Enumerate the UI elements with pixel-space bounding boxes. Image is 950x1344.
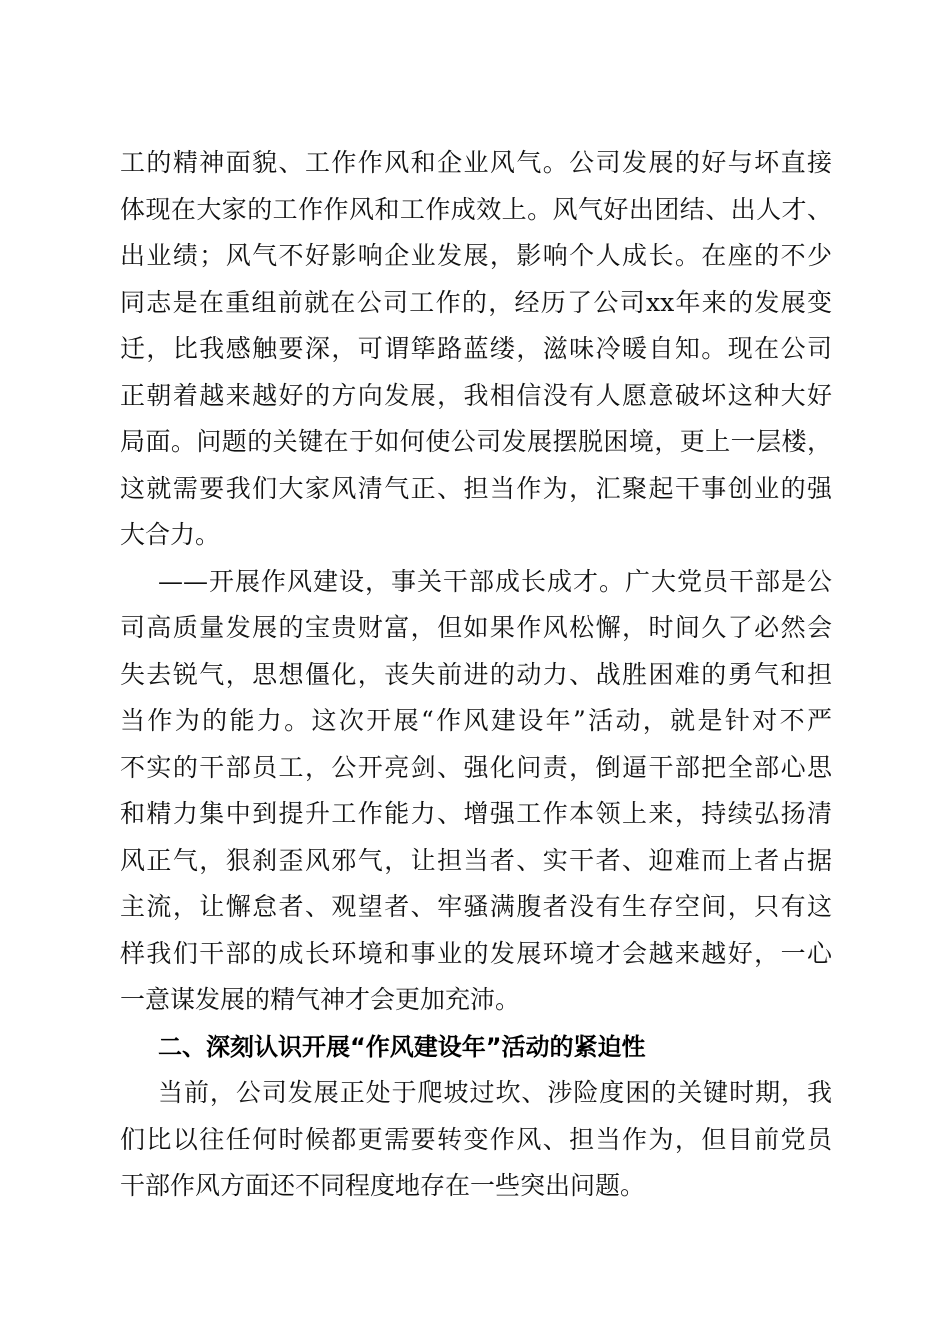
text-line: 出业绩；风气不好影响企业发展，影响个人成长。在座的不少 xyxy=(120,241,832,270)
text-line: 正朝着越来越好的方向发展，我相信没有人愿意破坏这种大好 xyxy=(120,380,832,410)
text-line: ——开展作风建设，事关干部成长成才。广大党员干部是公 xyxy=(158,566,832,596)
text-line: 一意谋发展的精气神才会更加充沛。 xyxy=(120,985,521,1014)
paragraph-cadre-growth xyxy=(120,559,832,1024)
text-line: 工的精神面貌、工作作风和企业风气。公司发展的好与坏直接 xyxy=(120,148,832,177)
text-line: 们比以往任何时候都更需要转变作风、担当作为，但目前党员 xyxy=(120,1124,832,1154)
text-line: 主流，让懈怠者、观望者、牢骚满腹者没有生存空间，只有这 xyxy=(120,892,832,921)
text-line: 不实的干部员工，公开亮剑、强化问责，倒逼干部把全部心思 xyxy=(120,752,832,782)
text-line: 失去锐气，思想僵化，丧失前进的动力、战胜困难的勇气和担 xyxy=(120,659,832,689)
text-line: 干部作风方面还不同程度地存在一些突出问题。 xyxy=(120,1171,646,1200)
paragraph-company-atmosphere xyxy=(120,140,832,559)
text-line: 体现在大家的工作作风和工作成效上。风气好出团结、出人才、 xyxy=(120,194,832,224)
text-line: 和精力集中到提升工作能力、增强工作本领上来，持续弘扬清 xyxy=(120,799,832,828)
section-heading: 二、深刻认识开展“作风建设年”活动的紧迫性 xyxy=(158,1032,646,1061)
text-line: 当作为的能力。这次开展“作风建设年”活动，就是针对不严 xyxy=(120,706,832,735)
text-line: 迁，比我感触要深，可谓筚路蓝缕，滋味冷暖自知。现在公司 xyxy=(120,334,832,363)
paragraph-urgency xyxy=(120,1070,832,1210)
text-line: 风正气，狠刹歪风邪气，让担当者、实干者、迎难而上者占据 xyxy=(120,845,832,875)
text-line: 大合力。 xyxy=(120,520,221,549)
text-line: 局面。问题的关键在于如何使公司发展摆脱困境，更上一层楼， xyxy=(120,427,832,456)
text-line: 样我们干部的成长环境和事业的发展环境才会越来越好，一心 xyxy=(120,938,832,968)
document-body xyxy=(120,140,832,1210)
text-line: 同志是在重组前就在公司工作的，经历了公司xx年来的发展变 xyxy=(120,287,832,317)
text-line: 当前，公司发展正处于爬坡过坎、涉险度困的关键时期，我 xyxy=(158,1078,832,1107)
text-line: 司高质量发展的宝贵财富，但如果作风松懈，时间久了必然会 xyxy=(120,613,832,642)
text-line: 这就需要我们大家风清气正、担当作为，汇聚起干事创业的强 xyxy=(120,473,832,503)
